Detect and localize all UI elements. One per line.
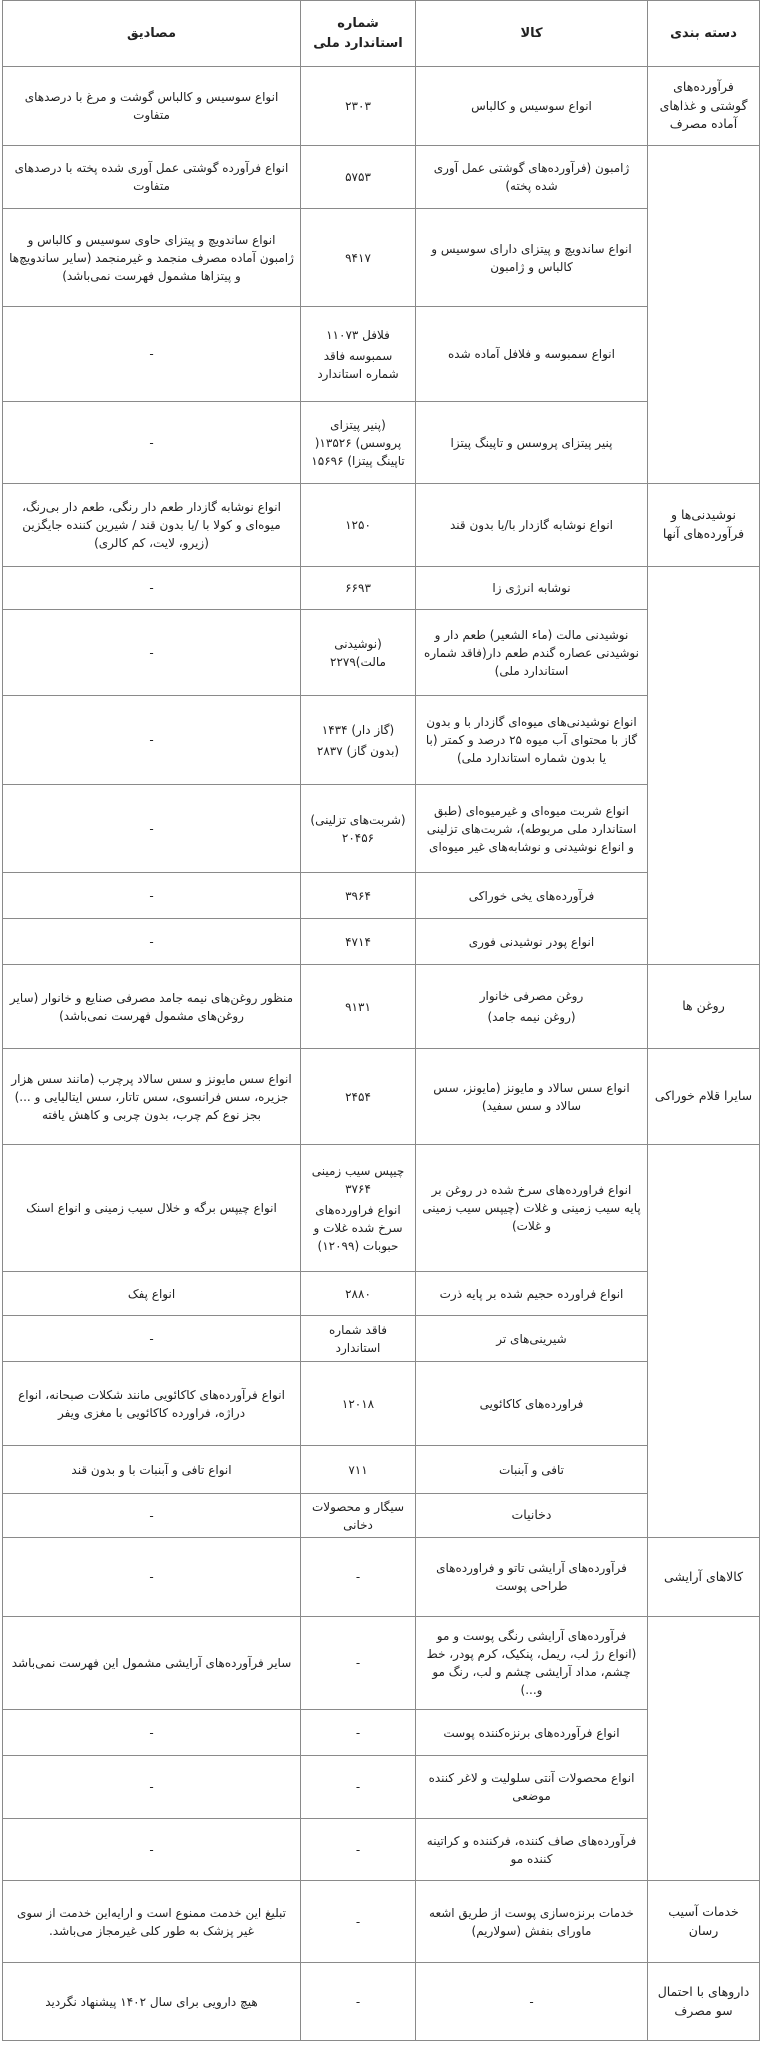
examples-cell: - [3, 696, 301, 785]
header-examples: مصادیق [3, 1, 301, 67]
category-meat-continued [648, 146, 760, 484]
item-cell: تافی و آبنبات [416, 1446, 648, 1494]
standard-cell: ۹۱۳۱ [301, 965, 416, 1049]
category-other-food: سایرا قلام خوراکی [648, 1049, 760, 1145]
table-row [3, 1049, 760, 1145]
examples-cell: انواع سس مایونز و سس سالاد پرچرب (مانند سس هزار جزیره، سس فرانسوی، سس تاتار، سس ایتالیایی و ...) بجز نوع کم چرب، بدون چربی و کاهش یافته [3, 1049, 301, 1145]
item-cell: انواع سمبوسه و فلافل آماده شده [416, 307, 648, 402]
header-item: کالا [416, 1, 648, 67]
category-tobacco: دخانیات [416, 1494, 648, 1538]
examples-cell: - [3, 1538, 301, 1617]
standard-cell: - [301, 1710, 416, 1756]
item-cell: نوشیدنی مالت (ماء الشعیر) طعم دار و نوشیدنی عصاره گندم طعم دار(فاقد شماره استاندارد ملی) [416, 610, 648, 696]
header-standard: شماره استاندارد ملی [301, 1, 416, 67]
examples-cell: - [3, 1756, 301, 1819]
examples-cell: انواع فرآورده گوشتی عمل آوری شده پخته با درصدهای متفاوت [3, 146, 301, 209]
standard-cell: - [301, 1617, 416, 1710]
table-row [3, 873, 760, 919]
examples-cell: - [3, 919, 301, 965]
category-drugs: داروهای با احتمال سو مصرف [648, 1963, 760, 2041]
category-drinks-continued [648, 567, 760, 965]
standard-cell: ۵۷۵۳ [301, 146, 416, 209]
standard-cell: ۴۷۱۴ [301, 919, 416, 965]
item-cell: انواع فراورده حجیم شده بر پایه ذرت [416, 1272, 648, 1316]
standard-cell: - [3, 1494, 301, 1538]
standard-cell: ۲۴۵۴ [301, 1049, 416, 1145]
standard-cell: - [301, 1881, 416, 1963]
standard-cell: - [301, 1819, 416, 1881]
table-row [3, 1316, 760, 1362]
examples-cell: - [3, 610, 301, 696]
item-cell: فرآورده‌های آرایشی تاتو و فراورده‌های طراحی پوست [416, 1538, 648, 1617]
table-row [3, 402, 760, 484]
table-row [3, 1362, 760, 1446]
item-cell: فرآورده‌های یخی خوراکی [416, 873, 648, 919]
item-cell: انواع فرآورده‌های برنزه‌کننده پوست [416, 1710, 648, 1756]
table-row [3, 67, 760, 146]
standard-cell [301, 307, 416, 402]
item-cell: انواع محصولات آنتی سلولیت و لاغر کننده موضعی [416, 1756, 648, 1819]
category-harmful-services: خدمات آسیب رسان [648, 1881, 760, 1963]
standard-line: انواع فراورده‌های سرخ شده غلات و حبوبات (۱۲۰۹۹) [313, 1202, 403, 1253]
item-line: (روغن نیمه جامد) [487, 1010, 576, 1024]
standard-cell: ۱۲۰۱۸ [301, 1362, 416, 1446]
examples-cell: سایر فرآورده‌های آرایشی مشمول این فهرست نمی‌باشد [3, 1617, 301, 1710]
table-row [3, 1538, 760, 1617]
standard-cell: (نوشیدنی مالت)۲۲۷۹ [301, 610, 416, 696]
examples-cell: هیچ دارویی برای سال ۱۴۰۲ پیشنهاد نگردید [3, 1963, 301, 2041]
table-row [3, 696, 760, 785]
restricted-goods-table [2, 0, 760, 2041]
examples-cell: - [3, 402, 301, 484]
examples-cell: انواع نوشابه گازدار طعم دار رنگی، طعم دار بی‌رنگ، میوه‌ای و کولا با /یا بدون قند / شیرین کننده جایگزین (زیرو، لایت، کم کالری) [3, 484, 301, 567]
category-other-food-continued [648, 1145, 760, 1538]
examples-cell: - [3, 307, 301, 402]
table-row [3, 610, 760, 696]
examples-cell: انواع سوسیس و کالباس گوشت و مرغ با درصدهای متفاوت [3, 67, 301, 146]
item-cell: ژامبون (فرآورده‌های گوشتی عمل آوری شده پخته) [416, 146, 648, 209]
table-row [3, 1617, 760, 1710]
item-cell: سیگار و محصولات دخانی [301, 1494, 416, 1538]
standard-cell [301, 1145, 416, 1272]
standard-cell: (پنیر پیتزای پروسس) ۱۳۵۲۶( تاپینگ پیتزا) ۱۵۶۹۶ [301, 402, 416, 484]
examples-cell: - [3, 1819, 301, 1881]
examples-cell: - [3, 1316, 301, 1362]
header-category: دسته بندی [648, 1, 760, 67]
standard-cell: ۱۲۵۰ [301, 484, 416, 567]
table-row [3, 1881, 760, 1963]
table-row [3, 919, 760, 965]
standard-cell: ۶۶۹۳ [301, 567, 416, 610]
table-row [3, 307, 760, 402]
category-drinks: نوشیدنی‌ها و فرآورده‌های آنها [648, 484, 760, 567]
standard-cell: ۳۹۶۴ [301, 873, 416, 919]
table-row [3, 785, 760, 873]
table-row [3, 965, 760, 1049]
standard-line: فلافل ۱۱۰۷۳ [326, 327, 390, 342]
standard-line: سمبوسه فاقد شماره استاندارد [317, 348, 399, 381]
table-row [3, 1272, 760, 1316]
standard-cell: (شربت‌های تزلینی) ۲۰۴۵۶ [301, 785, 416, 873]
table-header-row [3, 1, 760, 67]
table-row [3, 146, 760, 209]
item-cell: فرآورده‌های صاف کننده، فرکننده و کراتینه کننده مو [416, 1819, 648, 1881]
table-row [3, 484, 760, 567]
item-cell: فراورده‌های کاکائویی [416, 1362, 648, 1446]
category-meat: فرآورده‌های گوشتی و غذاهای آماده مصرف [648, 67, 760, 146]
item-cell: انواع سوسیس و کالباس [416, 67, 648, 146]
standard-cell: ۷۱۱ [301, 1446, 416, 1494]
examples-cell: - [3, 785, 301, 873]
standard-cell: فاقد شماره استاندارد [301, 1316, 416, 1362]
standard-cell: - [301, 1963, 416, 2041]
standard-line: چیپس سیب زمینی ۳۷۶۴ [311, 1163, 405, 1196]
standard-line: (بدون گاز) ۲۸۳۷ [316, 743, 400, 758]
item-line: روغن مصرفی خانوار [479, 989, 584, 1003]
item-cell: فرآورده‌های آرایشی رنگی پوست و مو (انواع رژ لب، ریمل، پنکیک، کرم پودر، خط چشم، مداد آرایشی چشم و لب، رنگ مو و...) [416, 1617, 648, 1710]
standard-line: (گاز دار) ۱۴۳۴ [321, 722, 395, 737]
examples-cell: - [3, 873, 301, 919]
category-oils: روغن ها [648, 965, 760, 1049]
item-cell: پنیر پیتزای پروسس و تاپینگ پیتزا [416, 402, 648, 484]
standard-cell: ۲۸۸۰ [301, 1272, 416, 1316]
item-cell [416, 965, 648, 1049]
standard-cell: - [301, 1538, 416, 1617]
item-cell: شیرینی‌های تر [416, 1316, 648, 1362]
examples-cell: - [3, 567, 301, 610]
category-cosmetics: کالاهای آرایشی [648, 1538, 760, 1617]
category-cosmetics-continued [648, 1617, 760, 1881]
item-cell: انواع شربت میوه‌ای و غیرمیوه‌ای (طبق استاندارد ملی مربوطه)، شربت‌های تزلینی و انواع نوشیدنی و نوشابه‌های غیر میوه‌ای [416, 785, 648, 873]
table-row [3, 1446, 760, 1494]
examples-cell: انواع چیپس برگه و خلال سیب زمینی و انواع اسنک [3, 1145, 301, 1272]
table-row [3, 1963, 760, 2041]
examples-cell: انواع فرآورده‌های کاکائویی مانند شکلات صبحانه، انواع دراژه، فراورده کاکائویی با مغزی ویفر [3, 1362, 301, 1446]
standard-cell: ۲۳۰۳ [301, 67, 416, 146]
table-row [3, 1819, 760, 1881]
standard-cell [301, 696, 416, 785]
standard-cell: ۹۴۱۷ [301, 209, 416, 307]
examples-cell: انواع پفک [3, 1272, 301, 1316]
table-row [3, 209, 760, 307]
item-cell: - [416, 1963, 648, 2041]
item-cell: نوشابه انرژی زا [416, 567, 648, 610]
standard-cell: - [301, 1756, 416, 1819]
examples-cell: تبلیغ این خدمت ممنوع است و ارایه‌این خدمت از سوی غیر پزشک به طور کلی غیرمجاز می‌باشد. [3, 1881, 301, 1963]
item-cell: خدمات برنزه‌سازی پوست از طریق اشعه ماورای بنفش (سولاریم) [416, 1881, 648, 1963]
item-cell: انواع فراورده‌های سرخ شده در روغن بر پایه سیب زمینی و غلات (چیپس سیب زمینی و غلات) [416, 1145, 648, 1272]
item-cell: انواع نوشابه گازدار با/یا بدون قند [416, 484, 648, 567]
table-row [3, 567, 760, 610]
examples-cell: - [3, 1710, 301, 1756]
examples-cell: منظور روغن‌های نیمه جامد مصرفی صنایع و خانوار (سایر روغن‌های مشمول فهرست نمی‌باشد) [3, 965, 301, 1049]
table-row [3, 1494, 760, 1538]
table-row [3, 1710, 760, 1756]
examples-cell: انواع ساندویچ و پیتزای حاوی سوسیس و کالباس و ژامبون آماده مصرف منجمد و غیرمنجمد (سایر ساندویچ‌ها و پیتزاها مشمول فهرست نمی‌باشد) [3, 209, 301, 307]
examples-cell: انواع تافی و آبنبات با و بدون قند [3, 1446, 301, 1494]
table-row [3, 1145, 760, 1272]
table-row [3, 1756, 760, 1819]
item-cell: انواع ساندویچ و پیتزای دارای سوسیس و کالباس و ژامبون [416, 209, 648, 307]
item-cell: انواع پودر نوشیدنی فوری [416, 919, 648, 965]
item-cell: انواع نوشیدنی‌های میوه‌ای گازدار با و بدون گاز با محتوای آب میوه ۲۵ درصد و کمتر (با یا بدون شماره استاندارد ملی) [416, 696, 648, 785]
item-cell: انواع سس سالاد و مایونز (مایونز، سس سالاد و سس سفید) [416, 1049, 648, 1145]
